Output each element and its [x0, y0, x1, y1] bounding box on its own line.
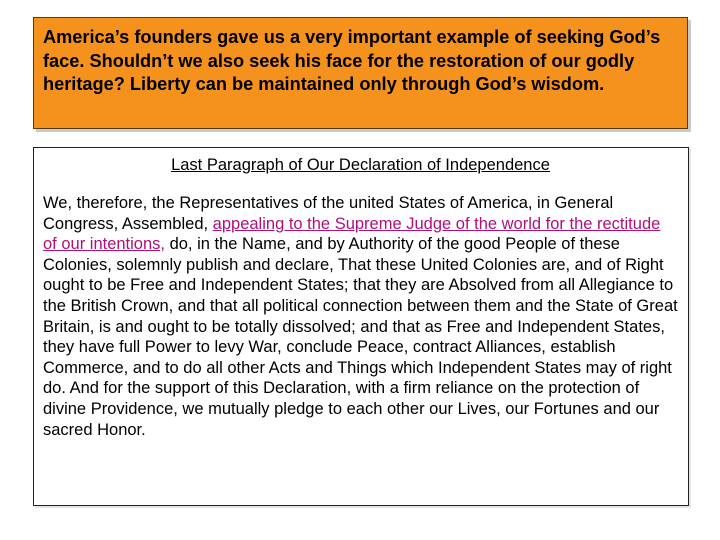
declaration-text-before: We, therefore, the Representatives of the united States of America, in General Congress, Assembled, [43, 194, 614, 233]
callout-box [33, 17, 688, 129]
declaration-highlighted-phrase: appealing to the Supreme Judge of the world for the rectitude of our intentions, [43, 214, 661, 254]
declaration-paragraph [43, 193, 678, 440]
declaration-title: Last Paragraph of Our Declaration of Independence [171, 156, 550, 174]
declaration-text-after: do, in the Name, and by Authority of the good People of these Colonies, solemnly publish and declare, That these United Colonies are, and of Right ought to be Free and Independent States; that they are Absolved from all Allegiance to the British Crown, and that all political connection between them and the State of Great Britain, is and ought to be totally dissolved; and that as Free and Independent States, they have full Power to levy War, conclude Peace, contract Alliances, establish Commerce, and to do all other Acts and Things which Independent States may of right do. And for the support of this Declaration, with a firm reliance on the protection of divine Providence, we mutually pledge to each other our Lives, our Fortunes and our sacred Honor. [43, 235, 678, 439]
callout-text: America’s founders gave us a very important example of seeking God’s face. Shouldn’t we also seek his face for the restoration of our godly heritage? Liberty can be maintained only through God’s wisdom. [43, 27, 661, 94]
declaration-box [33, 147, 689, 506]
